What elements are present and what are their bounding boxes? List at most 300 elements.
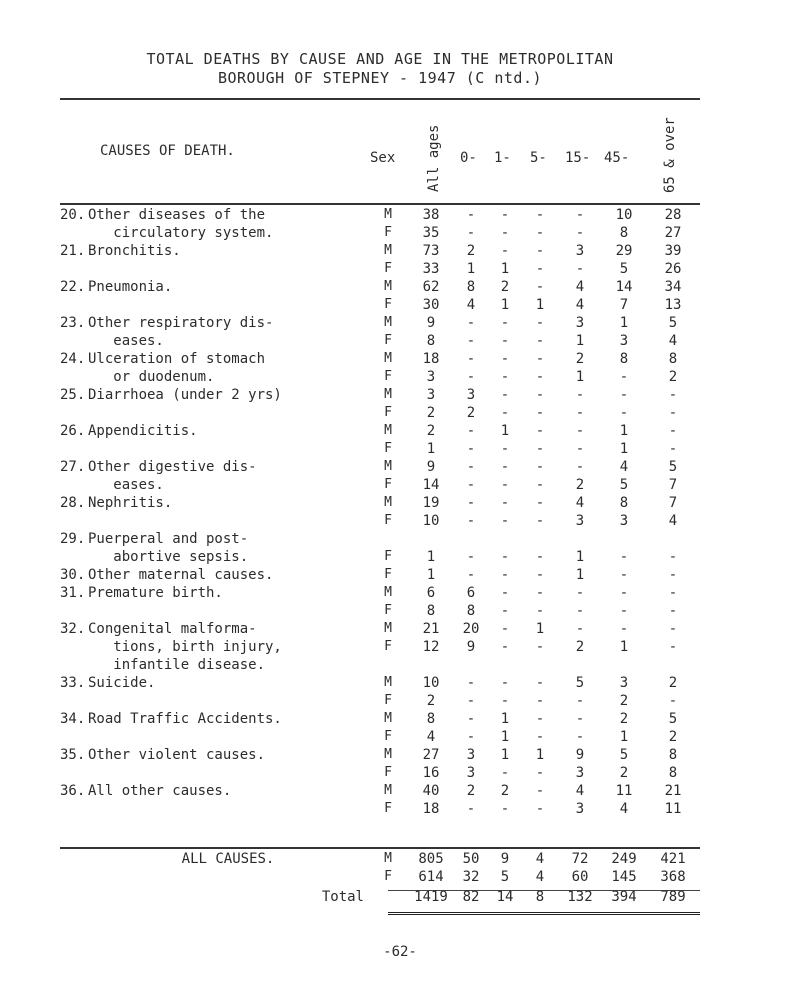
value-cell: 4 (466, 297, 476, 313)
value-cell: 73 (422, 243, 440, 259)
value-cell: 8 (668, 747, 678, 763)
sex-cell (368, 530, 408, 548)
value-cell: 1 (500, 711, 510, 727)
table-row (60, 458, 700, 476)
value-cell: 18 (422, 801, 440, 817)
value-cell: 11 (664, 801, 682, 817)
value-cell: - (466, 549, 476, 565)
sex-cell: F (384, 693, 392, 708)
value-cell: - (535, 387, 545, 403)
cause-name (88, 440, 368, 458)
value-cell: 368 (660, 869, 686, 885)
value-cell: 1 (466, 261, 476, 277)
cause-name: tions, birth injury, (88, 639, 282, 655)
value-cell: - (575, 207, 585, 223)
value-cell: - (535, 693, 545, 709)
cause-number: 30. (60, 567, 86, 583)
value-cell: - (575, 423, 585, 439)
cause-number (60, 656, 88, 674)
value-cell: - (575, 585, 585, 601)
cause-number (60, 260, 88, 278)
cause-number (60, 440, 88, 458)
cause-number: 36. (60, 783, 86, 799)
value-cell: 3 (619, 513, 629, 529)
cause-name (88, 692, 368, 710)
total-cell: 394 (611, 889, 637, 905)
cause-number: 23. (60, 315, 86, 331)
value-cell: 4 (575, 297, 585, 313)
sex-cell: F (384, 765, 392, 780)
value-cell: - (619, 369, 629, 385)
table-row (60, 350, 700, 368)
value-cell: - (535, 477, 545, 493)
cause-name (88, 512, 368, 530)
value-cell: - (466, 369, 476, 385)
value-cell (522, 656, 558, 674)
header-top-rule (60, 98, 700, 100)
table-row (60, 224, 700, 242)
table-row (60, 782, 700, 800)
value-cell: - (575, 459, 585, 475)
value-cell: 1 (426, 567, 436, 583)
value-cell: 1 (619, 729, 629, 745)
value-cell: 32 (462, 869, 480, 885)
cause-name: Puerperal and post- (88, 531, 249, 547)
value-cell: 2 (466, 405, 476, 421)
cause-name: Ulceration of stomach (88, 351, 266, 367)
value-cell: 8 (619, 225, 629, 241)
table-row (60, 440, 700, 458)
value-cell: - (500, 477, 510, 493)
value-cell: - (535, 603, 545, 619)
value-cell: - (535, 333, 545, 349)
cause-number (60, 638, 88, 656)
value-cell (646, 530, 700, 548)
age-45-header: 45- (604, 150, 630, 166)
value-cell: - (535, 675, 545, 691)
cause-number: 33. (60, 675, 86, 691)
value-cell: 30 (422, 297, 440, 313)
value-cell: 614 (418, 869, 444, 885)
table-row (60, 620, 700, 638)
table-title (60, 50, 700, 88)
value-cell: 35 (422, 225, 440, 241)
value-cell: 8 (426, 333, 436, 349)
value-cell: - (619, 549, 629, 565)
value-cell: 2 (619, 711, 629, 727)
value-cell: 16 (422, 765, 440, 781)
value-cell: 72 (571, 851, 589, 867)
value-cell: - (575, 621, 585, 637)
cause-number (60, 224, 88, 242)
value-cell: 8 (466, 279, 476, 295)
value-cell: - (500, 405, 510, 421)
cause-name: All other causes. (88, 783, 232, 799)
value-cell: 5 (619, 747, 629, 763)
value-cell: 1 (575, 369, 585, 385)
value-cell: 4 (575, 495, 585, 511)
value-cell: 12 (422, 639, 440, 655)
value-cell: - (535, 801, 545, 817)
value-cell: 3 (575, 765, 585, 781)
value-cell: 4 (535, 851, 545, 867)
value-cell (454, 530, 488, 548)
table-row (60, 512, 700, 530)
table-row (60, 746, 700, 764)
value-cell: 2 (575, 477, 585, 493)
sex-cell: F (384, 333, 392, 348)
cause-number (60, 368, 88, 386)
value-cell: 7 (619, 297, 629, 313)
all-causes-row-f (60, 868, 700, 886)
value-cell: - (500, 351, 510, 367)
cause-number: 31. (60, 585, 86, 601)
value-cell: 10 (422, 513, 440, 529)
value-cell: 8 (466, 603, 476, 619)
table-row (60, 764, 700, 782)
cause-number (60, 296, 88, 314)
value-cell: - (500, 621, 510, 637)
value-cell: 14 (615, 279, 633, 295)
sex-cell: M (384, 243, 392, 258)
value-cell: - (619, 405, 629, 421)
value-cell: - (575, 711, 585, 727)
table-row (60, 638, 700, 656)
value-cell: 3 (466, 747, 476, 763)
value-cell: 3 (466, 765, 476, 781)
sex-cell: F (384, 801, 392, 816)
value-cell: 9 (575, 747, 585, 763)
value-cell (408, 530, 454, 548)
table-row (60, 566, 700, 584)
cause-name (88, 800, 368, 818)
value-cell: 421 (660, 851, 686, 867)
sex-cell: F (384, 441, 392, 456)
table-row (60, 800, 700, 818)
value-cell: 7 (668, 477, 678, 493)
value-cell: - (500, 639, 510, 655)
value-cell: 2 (500, 279, 510, 295)
title-line-2: BOROUGH OF STEPNEY - 1947 (C ntd.) (217, 69, 543, 87)
value-cell: - (575, 693, 585, 709)
value-cell: 33 (422, 261, 440, 277)
cause-name: infantile disease. (88, 657, 266, 673)
value-cell: - (535, 459, 545, 475)
value-cell: 9 (426, 459, 436, 475)
sex-cell: M (384, 675, 392, 690)
value-cell: - (575, 387, 585, 403)
value-cell: - (668, 693, 678, 709)
value-cell: 6 (426, 585, 436, 601)
sex-cell: M (384, 423, 392, 438)
value-cell: 2 (575, 351, 585, 367)
total-cell: 82 (462, 889, 480, 905)
cause-name: Appendicitis. (88, 423, 198, 439)
value-cell: - (535, 405, 545, 421)
cause-name (88, 260, 368, 278)
sex-cell: F (384, 261, 392, 276)
cause-name (88, 602, 368, 620)
sex-cell: F (384, 477, 392, 492)
cause-number: 25. (60, 387, 86, 403)
value-cell: 10 (422, 675, 440, 691)
value-cell: 1 (500, 297, 510, 313)
value-cell: - (535, 351, 545, 367)
value-cell: 3 (575, 513, 585, 529)
value-cell: 1 (500, 747, 510, 763)
sex-cell: M (384, 315, 392, 330)
value-cell: - (500, 567, 510, 583)
value-cell: 27 (422, 747, 440, 763)
value-cell: - (500, 369, 510, 385)
value-cell: 1 (426, 549, 436, 565)
sex-cell: M (384, 279, 392, 294)
table-row (60, 656, 700, 674)
value-cell: 34 (664, 279, 682, 295)
cause-number (60, 404, 88, 422)
total-label: Total (321, 889, 364, 905)
value-cell: 60 (571, 869, 589, 885)
cause-name: Bronchitis. (88, 243, 181, 259)
table-row (60, 422, 700, 440)
title-line-1: TOTAL DEATHS BY CAUSE AND AGE IN THE METROPOLITAN (146, 50, 614, 68)
value-cell: 1 (500, 261, 510, 277)
all-causes-top-rule (60, 847, 700, 849)
cause-name: eases. (88, 333, 164, 349)
value-cell: - (575, 729, 585, 745)
table-row (60, 332, 700, 350)
value-cell: 2 (619, 765, 629, 781)
value-cell: - (668, 387, 678, 403)
cause-number (60, 764, 88, 782)
value-cell: - (535, 549, 545, 565)
cause-number: 29. (60, 531, 86, 547)
value-cell: 4 (619, 459, 629, 475)
table-row (60, 530, 700, 548)
value-cell: - (535, 243, 545, 259)
value-cell: - (500, 693, 510, 709)
total-cell: 1419 (414, 889, 448, 905)
sex-cell: F (384, 603, 392, 618)
value-cell: 1 (535, 747, 545, 763)
total-cell: 789 (660, 889, 686, 905)
value-cell: 3 (619, 675, 629, 691)
table-row (60, 386, 700, 404)
value-cell: 3 (575, 801, 585, 817)
value-cell: 3 (426, 369, 436, 385)
value-cell: 2 (668, 675, 678, 691)
sex-cell (368, 656, 408, 674)
value-cell: 2 (575, 639, 585, 655)
value-cell: 1 (619, 423, 629, 439)
value-cell: - (535, 315, 545, 331)
value-cell: 1 (619, 315, 629, 331)
value-cell: 18 (422, 351, 440, 367)
value-cell: 62 (422, 279, 440, 295)
value-cell: - (619, 387, 629, 403)
cause-number: 32. (60, 621, 86, 637)
value-cell: 8 (426, 603, 436, 619)
total-table (60, 888, 700, 906)
causes-header: CAUSES OF DEATH. (100, 143, 235, 159)
table-row (60, 260, 700, 278)
sex-cell: F (384, 513, 392, 528)
page-number: -62- (383, 944, 417, 960)
cause-number: 34. (60, 711, 86, 727)
table-row (60, 206, 700, 224)
sex-cell: F (384, 869, 392, 884)
value-cell: 3 (575, 315, 585, 331)
table-row (60, 278, 700, 296)
all-ages-header: All ages (426, 124, 442, 192)
value-cell: 2 (668, 729, 678, 745)
table-row (60, 710, 700, 728)
cause-number: 22. (60, 279, 86, 295)
value-cell: - (535, 423, 545, 439)
cause-number: 21. (60, 243, 86, 259)
value-cell: 26 (664, 261, 682, 277)
value-cell: 2 (426, 693, 436, 709)
value-cell: 14 (422, 477, 440, 493)
sex-cell: M (384, 747, 392, 762)
value-cell: 2 (466, 243, 476, 259)
value-cell: - (500, 225, 510, 241)
value-cell: - (500, 441, 510, 457)
value-cell: - (535, 207, 545, 223)
value-cell: 1 (500, 423, 510, 439)
table-row (60, 728, 700, 746)
age-1-header: 1- (494, 150, 511, 166)
cause-name: Road Traffic Accidents. (88, 711, 282, 727)
value-cell: - (500, 243, 510, 259)
value-cell: 5 (668, 459, 678, 475)
cause-number: 26. (60, 423, 86, 439)
value-cell: - (466, 801, 476, 817)
cause-name: Suicide. (88, 675, 156, 691)
value-cell: 21 (422, 621, 440, 637)
value-cell: - (535, 279, 545, 295)
all-causes-label: ALL CAUSES. (181, 851, 275, 867)
sex-cell: F (384, 639, 392, 654)
cause-name: eases. (88, 477, 164, 493)
value-cell: - (500, 675, 510, 691)
value-cell: - (668, 405, 678, 421)
total-cell: 8 (535, 889, 545, 905)
all-causes-table (60, 850, 700, 886)
value-cell: - (466, 693, 476, 709)
value-cell: 40 (422, 783, 440, 799)
value-cell: - (466, 207, 476, 223)
value-cell: 249 (611, 851, 637, 867)
value-cell: - (535, 783, 545, 799)
table-row (60, 296, 700, 314)
value-cell: 5 (668, 315, 678, 331)
value-cell: - (466, 459, 476, 475)
cause-name: abortive sepsis. (88, 549, 249, 565)
value-cell: - (619, 603, 629, 619)
value-cell: - (535, 639, 545, 655)
value-cell: 5 (575, 675, 585, 691)
sex-cell: M (384, 851, 392, 866)
value-cell: - (619, 567, 629, 583)
cause-number: 27. (60, 459, 86, 475)
value-cell (646, 656, 700, 674)
value-cell: - (500, 333, 510, 349)
value-cell: - (668, 621, 678, 637)
value-cell: - (535, 261, 545, 277)
value-cell: 6 (466, 585, 476, 601)
value-cell: - (466, 225, 476, 241)
value-cell: 1 (619, 441, 629, 457)
sex-cell: F (384, 567, 392, 582)
value-cell: 145 (611, 869, 637, 885)
cause-number (60, 800, 88, 818)
cause-name: circulatory system. (88, 225, 274, 241)
value-cell (454, 656, 488, 674)
table-body (60, 206, 700, 818)
cause-number: 35. (60, 747, 86, 763)
value-cell: 2 (426, 423, 436, 439)
sex-cell: M (384, 387, 392, 402)
value-cell: 5 (619, 477, 629, 493)
value-cell: - (466, 729, 476, 745)
value-cell: 1 (575, 549, 585, 565)
value-cell: - (500, 585, 510, 601)
sex-header: Sex (370, 150, 396, 166)
value-cell: 38 (422, 207, 440, 223)
cause-number: 20. (60, 207, 86, 223)
value-cell: 7 (668, 495, 678, 511)
deaths-table (60, 206, 700, 818)
value-cell: 20 (462, 621, 480, 637)
value-cell: 5 (619, 261, 629, 277)
value-cell: - (619, 585, 629, 601)
value-cell (522, 530, 558, 548)
value-cell: - (575, 405, 585, 421)
value-cell: 1 (535, 621, 545, 637)
cause-name (88, 728, 368, 746)
total-cell: 132 (567, 889, 593, 905)
value-cell: - (466, 477, 476, 493)
table-row (60, 548, 700, 566)
value-cell (488, 656, 522, 674)
cause-name (88, 404, 368, 422)
sex-cell: F (384, 405, 392, 420)
value-cell: 28 (664, 207, 682, 223)
total-row (60, 888, 700, 906)
header-bottom-rule (60, 203, 700, 205)
value-cell: - (466, 441, 476, 457)
table-row (60, 692, 700, 710)
table-row (60, 602, 700, 620)
cause-number: 28. (60, 495, 86, 511)
value-cell (408, 656, 454, 674)
value-cell: - (575, 441, 585, 457)
sex-cell: F (384, 297, 392, 312)
value-cell: - (535, 369, 545, 385)
value-cell: 9 (500, 851, 510, 867)
value-cell: - (466, 495, 476, 511)
value-cell: - (500, 801, 510, 817)
value-cell: 2 (668, 369, 678, 385)
value-cell: - (668, 567, 678, 583)
value-cell: - (466, 513, 476, 529)
table-row (60, 404, 700, 422)
value-cell: - (466, 675, 476, 691)
value-cell: 13 (664, 297, 682, 313)
value-cell: 2 (619, 693, 629, 709)
cause-name: or duodenum. (88, 369, 215, 385)
